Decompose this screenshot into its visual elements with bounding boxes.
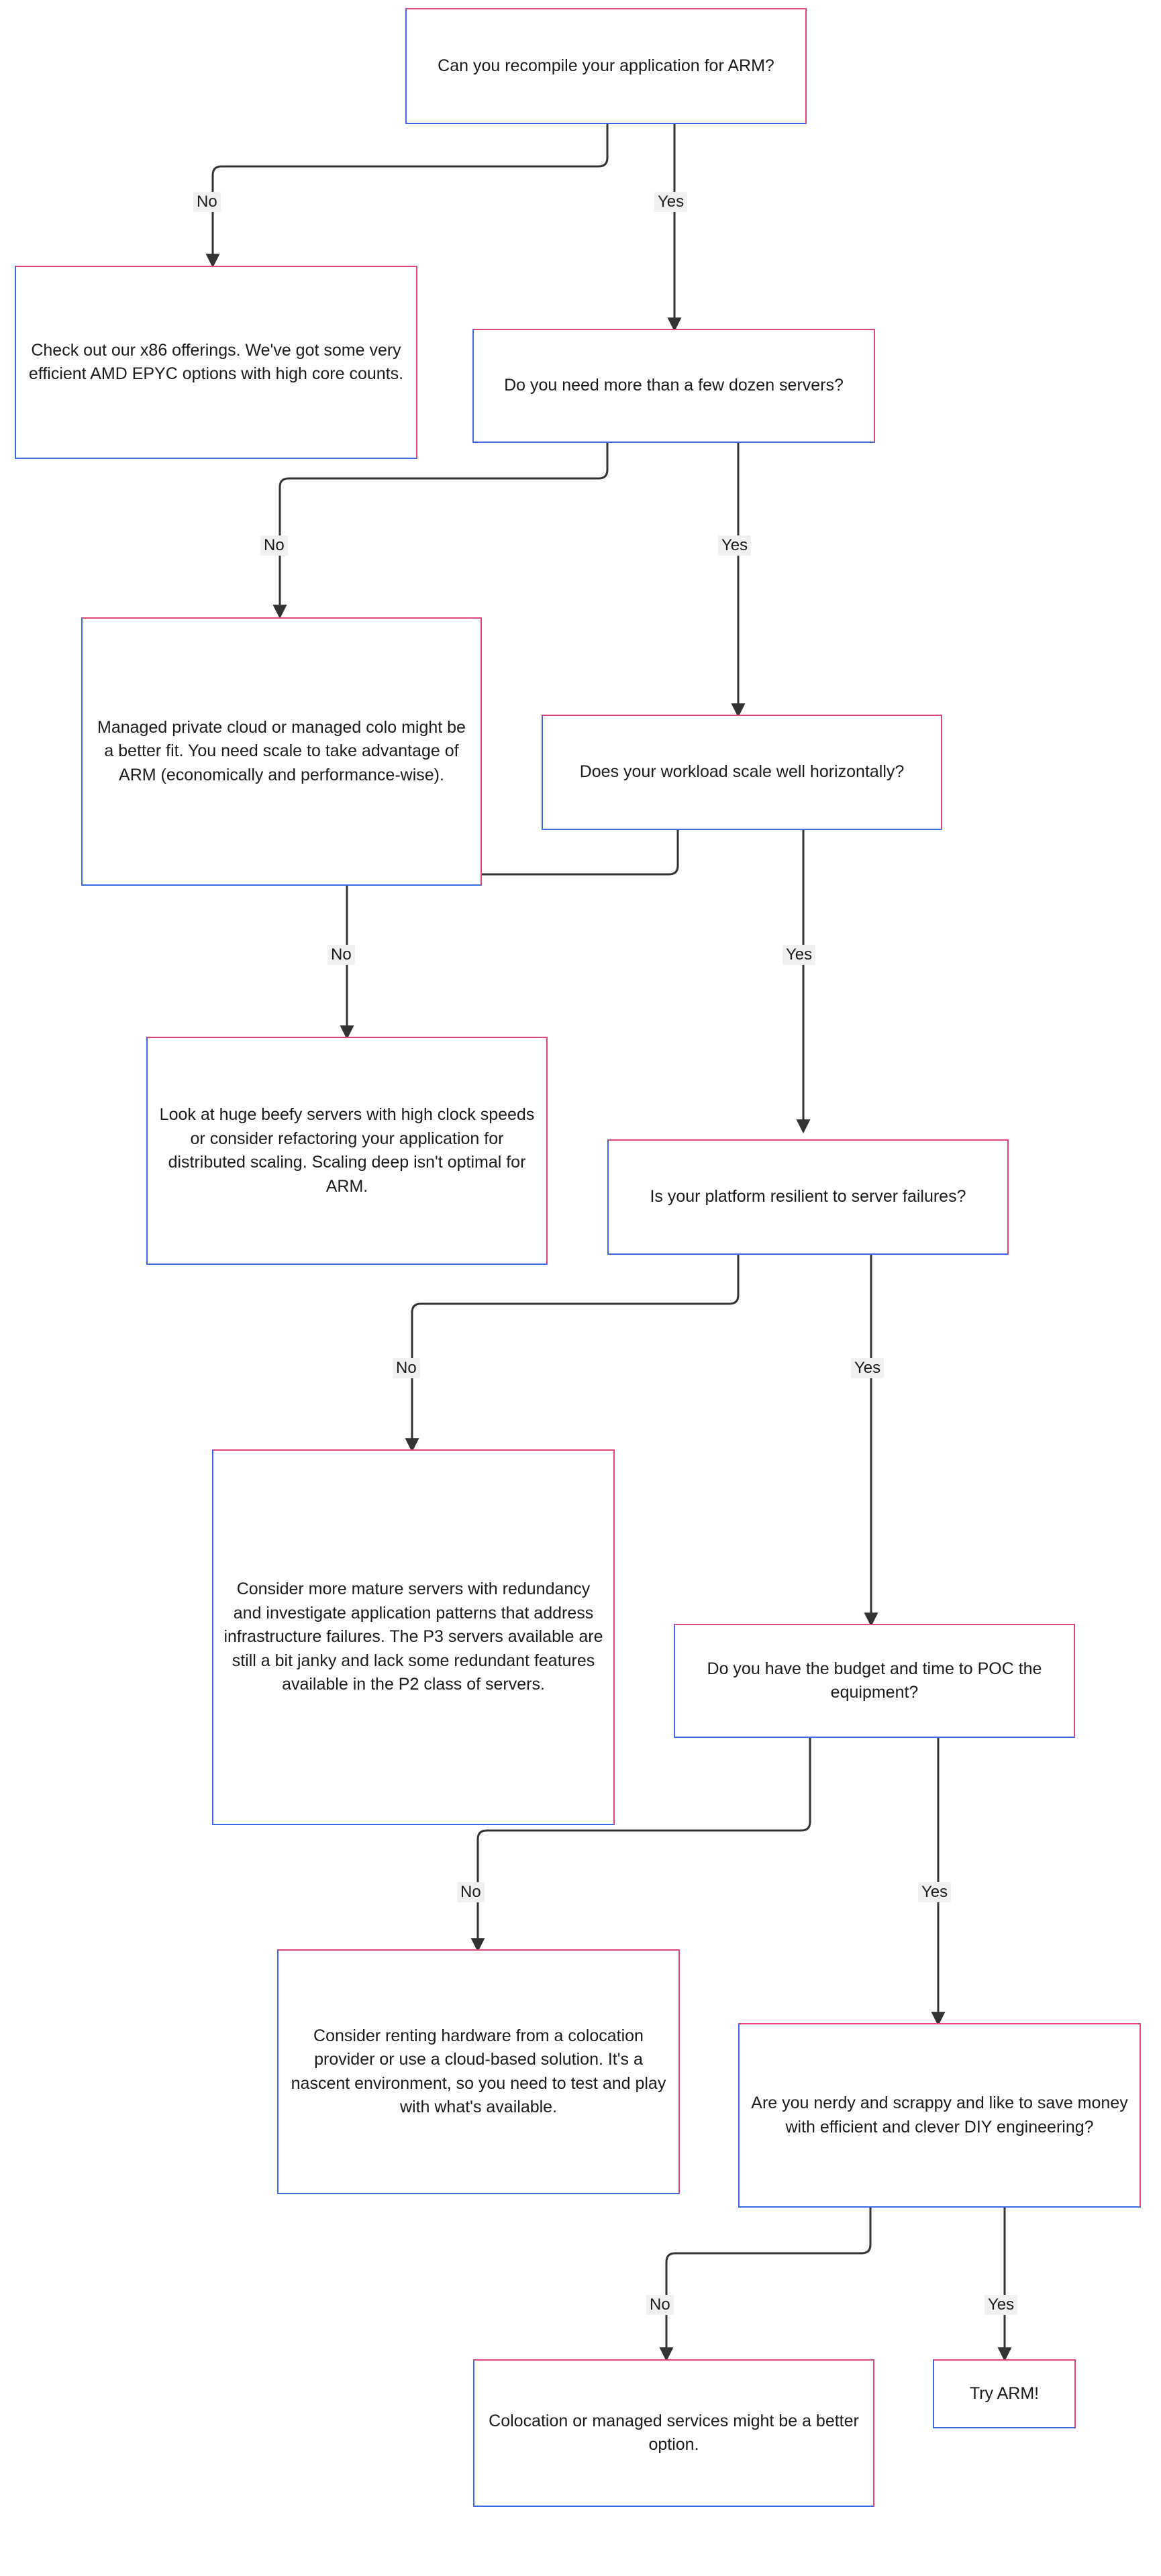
edge-label-q2-no: No (260, 535, 288, 556)
edge-label-q5-no: No (457, 1882, 485, 1902)
node-a2-label: Managed private cloud or managed colo might be a better fit. You need scale to take advantage of ARM (economically and performance-wise). (97, 717, 466, 784)
node-q5-label: Do you have the budget and time to POC the equipment? (707, 1659, 1042, 1702)
edge-q2-a2 (280, 443, 607, 616)
edge-label-q3-no: No (327, 945, 355, 965)
node-a4[interactable] (212, 1449, 615, 1825)
node-q1-label: Can you recompile your application for ARM? (438, 56, 774, 75)
node-q5[interactable] (674, 1624, 1075, 1738)
edge-label-q4-yes: Yes (851, 1358, 884, 1378)
edge-q1-a1 (213, 124, 607, 265)
node-q6[interactable] (738, 2023, 1141, 2208)
node-q2[interactable] (472, 329, 875, 443)
node-a1[interactable] (15, 266, 417, 459)
edge-label-q1-no: No (193, 192, 221, 212)
node-q1[interactable] (405, 8, 807, 124)
node-a5[interactable] (277, 1949, 680, 2194)
edge-label-q1-yes: Yes (654, 192, 687, 212)
node-a3[interactable] (146, 1037, 548, 1265)
node-a4-label: Consider more mature servers with redundancy and investigate application patterns that address infrastructure failures. The P3 servers available are still a bit janky and lack some redundant features available in the P2 class of servers. (223, 1580, 603, 1694)
node-q4-label: Is your platform resilient to server failures? (650, 1187, 966, 1206)
node-a3-label: Look at huge beefy servers with high clock speeds or consider refactoring your application for distributed scaling. Scaling deep isn't optimal for ARM. (159, 1105, 535, 1196)
edge-label-q2-yes: Yes (718, 535, 751, 556)
edge-label-q4-no: No (393, 1358, 420, 1378)
node-a6[interactable] (473, 2359, 874, 2507)
node-q6-label: Are you nerdy and scrappy and like to save money with efficient and clever DIY engineering? (751, 2094, 1128, 2136)
node-a2[interactable] (81, 617, 482, 886)
node-a5-label: Consider renting hardware from a colocation provider or use a cloud-based solution. It's a nascent environment, so you need to test and play with what's available. (291, 2026, 666, 2116)
edge-q4-a4 (412, 1255, 738, 1449)
edge-label-q5-yes: Yes (918, 1882, 951, 1902)
node-a1-label: Check out our x86 offerings. We've got some very efficient AMD EPYC options with high core counts. (28, 340, 404, 383)
node-a6-label: Colocation or managed services might be a better option. (489, 2411, 859, 2454)
node-q4[interactable] (607, 1139, 1009, 1255)
edge-q6-a6 (666, 2208, 870, 2359)
node-q3[interactable] (542, 715, 942, 830)
node-a7-label: Try ARM! (969, 2383, 1040, 2403)
node-a7[interactable] (933, 2359, 1076, 2428)
node-q2-label: Do you need more than a few dozen servers? (504, 376, 844, 395)
node-q3-label: Does your workload scale well horizontally? (579, 762, 905, 782)
edge-label-q6-yes: Yes (985, 2295, 1017, 2315)
edge-label-q3-yes: Yes (783, 945, 815, 965)
edge-label-q6-no: No (646, 2295, 674, 2315)
